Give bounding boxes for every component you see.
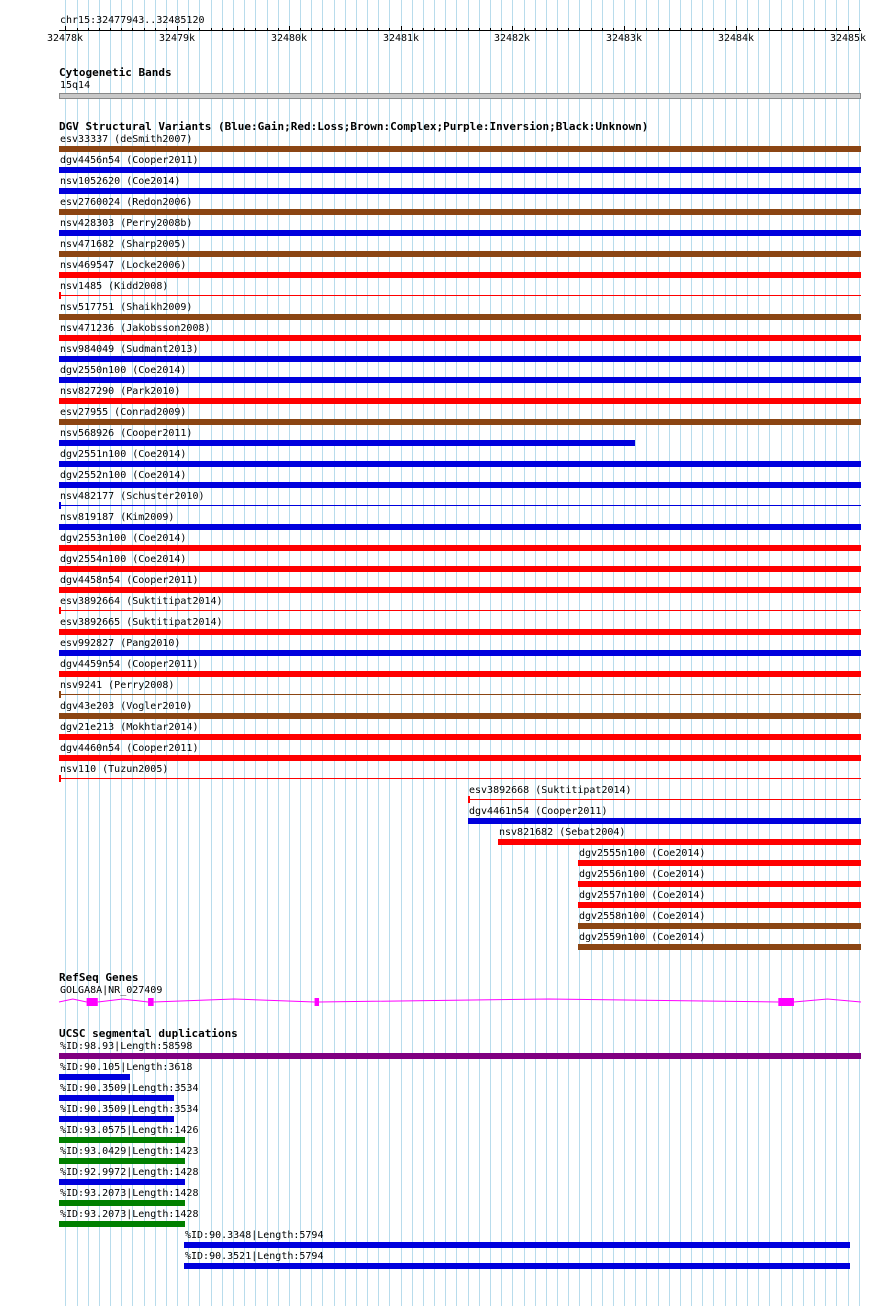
gene-intron-line bbox=[59, 999, 861, 1002]
segdup-feature-label[interactable]: %ID:93.0429|Length:1423 bbox=[60, 1146, 199, 1157]
ruler-minor-tick bbox=[490, 28, 491, 31]
dgv-feature-label[interactable]: nsv1485 (Kidd2008) bbox=[60, 281, 169, 292]
ruler-minor-tick bbox=[468, 28, 469, 31]
dgv-feature-bar[interactable] bbox=[59, 314, 861, 320]
dgv-feature-bar[interactable] bbox=[59, 461, 861, 467]
dgv-feature-label[interactable]: dgv43e203 (Vogler2010) bbox=[60, 701, 193, 712]
segdup-feature-label[interactable]: %ID:90.3521|Length:5794 bbox=[185, 1251, 324, 1262]
dgv-feature-end-tick bbox=[59, 607, 61, 614]
segdup-feature-bar[interactable] bbox=[59, 1095, 174, 1101]
dgv-feature-label[interactable]: nsv1052620 (Coe2014) bbox=[60, 176, 181, 187]
ruler-axis bbox=[59, 30, 861, 31]
ruler-minor-tick bbox=[825, 28, 826, 31]
segdup-feature-bar[interactable] bbox=[59, 1053, 861, 1059]
ruler-major-tick bbox=[512, 26, 513, 31]
ruler-minor-tick bbox=[300, 28, 301, 31]
ruler-minor-tick bbox=[77, 28, 78, 31]
dgv-feature-end-tick bbox=[59, 775, 61, 782]
ruler-minor-tick bbox=[367, 28, 368, 31]
ruler-minor-tick bbox=[557, 28, 558, 31]
ruler-minor-tick bbox=[199, 28, 200, 31]
ruler-minor-tick bbox=[423, 28, 424, 31]
dgv-feature-bar[interactable] bbox=[59, 610, 861, 611]
ruler-minor-tick bbox=[278, 28, 279, 31]
dgv-feature-label[interactable]: esv992827 (Pang2010) bbox=[60, 638, 181, 649]
gene-exon bbox=[315, 998, 319, 1006]
ruler-minor-tick bbox=[669, 28, 670, 31]
ruler-minor-tick bbox=[792, 28, 793, 31]
ruler-minor-tick bbox=[378, 28, 379, 31]
ruler-minor-tick bbox=[267, 28, 268, 31]
ruler-minor-tick bbox=[345, 28, 346, 31]
dgv-feature-end-tick bbox=[59, 691, 61, 698]
cytoband-track-title[interactable]: Cytogenetic Bands bbox=[59, 66, 172, 79]
dgv-feature-label[interactable]: nsv110 (Tuzun2005) bbox=[60, 764, 169, 775]
segdup-feature-label[interactable]: %ID:90.3348|Length:5794 bbox=[185, 1230, 324, 1241]
cytoband-bar[interactable] bbox=[59, 93, 861, 99]
ruler-minor-tick bbox=[747, 28, 748, 31]
ruler-minor-tick bbox=[121, 28, 122, 31]
dgv-feature-label[interactable]: dgv2550n100 (Coe2014) bbox=[60, 365, 187, 376]
dgv-feature-end-tick bbox=[468, 796, 470, 803]
segdup-feature-bar[interactable] bbox=[184, 1263, 850, 1269]
dgv-feature-label[interactable]: nsv568926 (Cooper2011) bbox=[60, 428, 193, 439]
segdup-feature-bar[interactable] bbox=[59, 1179, 185, 1185]
ruler-minor-tick bbox=[144, 28, 145, 31]
dgv-feature-end-tick bbox=[59, 502, 61, 509]
dgv-feature-label[interactable]: esv33337 (deSmith2007) bbox=[60, 134, 193, 145]
ruler-tick-label: 32482k bbox=[493, 33, 531, 44]
gene-exon bbox=[778, 998, 794, 1006]
ruler-minor-tick bbox=[803, 28, 804, 31]
dgv-feature-label[interactable]: dgv21e213 (Mokhtar2014) bbox=[60, 722, 199, 733]
dgv-feature-label[interactable]: dgv2552n100 (Coe2014) bbox=[60, 470, 187, 481]
ruler-minor-tick bbox=[691, 28, 692, 31]
segdup-feature-label[interactable]: %ID:90.105|Length:3618 bbox=[60, 1062, 193, 1073]
dgv-feature-label[interactable]: nsv821682 (Sebat2004) bbox=[499, 827, 626, 838]
dgv-feature-bar[interactable] bbox=[59, 671, 861, 677]
dgv-feature-label[interactable]: nsv517751 (Shaikh2009) bbox=[60, 302, 193, 313]
ruler-minor-tick bbox=[591, 28, 592, 31]
segdup-feature-bar[interactable] bbox=[59, 1074, 130, 1080]
dgv-feature-label[interactable]: dgv4458n54 (Cooper2011) bbox=[60, 575, 199, 586]
ruler-minor-tick bbox=[479, 28, 480, 31]
dgv-feature-label[interactable]: dgv2557n100 (Coe2014) bbox=[579, 890, 706, 901]
segdup-feature-bar[interactable] bbox=[59, 1137, 185, 1143]
ruler-minor-tick bbox=[635, 28, 636, 31]
ruler-minor-tick bbox=[356, 28, 357, 31]
dgv-feature-bar[interactable] bbox=[59, 713, 861, 719]
ruler-minor-tick bbox=[702, 28, 703, 31]
ruler-minor-tick bbox=[132, 28, 133, 31]
ruler-minor-tick bbox=[602, 28, 603, 31]
dgv-feature-bar[interactable] bbox=[578, 923, 861, 929]
dgv-feature-label[interactable]: nsv482177 (Schuster2010) bbox=[60, 491, 205, 502]
ruler-tick-label: 32484k bbox=[717, 33, 755, 44]
dgv-feature-bar[interactable] bbox=[59, 482, 861, 488]
dgv-feature-label[interactable]: dgv4459n54 (Cooper2011) bbox=[60, 659, 199, 670]
segdup-feature-label[interactable]: %ID:90.3509|Length:3534 bbox=[60, 1083, 199, 1094]
ruler-minor-tick bbox=[434, 28, 435, 31]
dgv-feature-label[interactable]: nsv819187 (Kim2009) bbox=[60, 512, 175, 523]
cytoband-label: 15q14 bbox=[60, 80, 91, 91]
dgv-feature-bar[interactable] bbox=[468, 799, 861, 800]
dgv-feature-bar[interactable] bbox=[59, 778, 861, 779]
segdup-feature-label[interactable]: %ID:90.3509|Length:3534 bbox=[60, 1104, 199, 1115]
ruler-minor-tick bbox=[445, 28, 446, 31]
dgv-feature-label[interactable]: nsv428303 (Perry2008b) bbox=[60, 218, 193, 229]
ruler-minor-tick bbox=[412, 28, 413, 31]
dgv-feature-label[interactable]: dgv4461n54 (Cooper2011) bbox=[469, 806, 608, 817]
ruler-minor-tick bbox=[859, 28, 860, 31]
dgv-feature-bar[interactable] bbox=[468, 818, 861, 824]
ruler-tick-label: 32479k bbox=[158, 33, 196, 44]
dgv-feature-bar[interactable] bbox=[59, 398, 861, 404]
segdup-feature-bar[interactable] bbox=[59, 1116, 174, 1122]
dgv-feature-bar[interactable] bbox=[59, 650, 861, 656]
ruler-minor-tick bbox=[524, 28, 525, 31]
ruler-minor-tick bbox=[334, 28, 335, 31]
ruler-minor-tick bbox=[613, 28, 614, 31]
ruler-minor-tick bbox=[110, 28, 111, 31]
segdup-feature-label[interactable]: %ID:92.9972|Length:1428 bbox=[60, 1167, 199, 1178]
dgv-feature-label[interactable]: dgv2553n100 (Coe2014) bbox=[60, 533, 187, 544]
dgv-feature-bar[interactable] bbox=[59, 629, 861, 635]
dgv-feature-bar[interactable] bbox=[578, 944, 861, 950]
ruler-minor-tick bbox=[781, 28, 782, 31]
ruler-minor-tick bbox=[166, 28, 167, 31]
ruler-major-tick bbox=[65, 26, 66, 31]
ruler-minor-tick bbox=[814, 28, 815, 31]
ruler-minor-tick bbox=[211, 28, 212, 31]
ruler-minor-tick bbox=[568, 28, 569, 31]
ruler-minor-tick bbox=[725, 28, 726, 31]
position-label: chr15:32477943..32485120 bbox=[60, 15, 205, 26]
dgv-feature-bar[interactable] bbox=[59, 251, 861, 257]
dgv-feature-bar[interactable] bbox=[498, 839, 861, 845]
ruler-major-tick bbox=[289, 26, 290, 31]
ruler-major-tick bbox=[736, 26, 737, 31]
ruler-minor-tick bbox=[155, 28, 156, 31]
dgv-feature-label[interactable]: dgv2559n100 (Coe2014) bbox=[579, 932, 706, 943]
dgv-feature-label[interactable]: dgv2551n100 (Coe2014) bbox=[60, 449, 187, 460]
ruler-minor-tick bbox=[836, 28, 837, 31]
dgv-feature-bar[interactable] bbox=[59, 524, 861, 530]
dgv-feature-bar[interactable] bbox=[59, 377, 861, 383]
ruler-tick-label: 32485k bbox=[829, 33, 867, 44]
ruler-minor-tick bbox=[255, 28, 256, 31]
dgv-feature-bar[interactable] bbox=[59, 335, 861, 341]
ruler-tick-label: 32480k bbox=[270, 33, 308, 44]
dgv-track-title[interactable]: DGV Structural Variants (Blue:Gain;Red:Loss;Brown:Complex;Purple:Inversion;Black:Unknown) bbox=[59, 120, 649, 133]
dgv-feature-label[interactable]: nsv984049 (Sudmant2013) bbox=[60, 344, 199, 355]
ruler-major-tick bbox=[624, 26, 625, 31]
ruler-minor-tick bbox=[758, 28, 759, 31]
ruler-minor-tick bbox=[456, 28, 457, 31]
ruler-major-tick bbox=[401, 26, 402, 31]
segdup-feature-bar[interactable] bbox=[59, 1221, 185, 1227]
dgv-feature-bar[interactable] bbox=[59, 167, 861, 173]
dgv-feature-label[interactable]: dgv2554n100 (Coe2014) bbox=[60, 554, 187, 565]
dgv-feature-bar[interactable] bbox=[59, 545, 861, 551]
dgv-feature-bar[interactable] bbox=[59, 755, 861, 761]
ruler-minor-tick bbox=[769, 28, 770, 31]
ruler-minor-tick bbox=[713, 28, 714, 31]
ruler-major-tick bbox=[848, 26, 849, 31]
dgv-feature-label[interactable]: nsv9241 (Perry2008) bbox=[60, 680, 175, 691]
ruler-minor-tick bbox=[244, 28, 245, 31]
dgv-feature-label[interactable]: esv3892665 (Suktitipat2014) bbox=[60, 617, 223, 628]
dgv-feature-label[interactable]: esv27955 (Conrad2009) bbox=[60, 407, 187, 418]
dgv-feature-bar[interactable] bbox=[59, 146, 861, 152]
ruler-minor-tick bbox=[322, 28, 323, 31]
dgv-feature-bar[interactable] bbox=[59, 419, 861, 425]
ruler-minor-tick bbox=[311, 28, 312, 31]
ruler-minor-tick bbox=[680, 28, 681, 31]
refseq-track-title[interactable]: RefSeq Genes bbox=[59, 971, 139, 984]
segdup-feature-bar[interactable] bbox=[184, 1242, 850, 1248]
segdup-feature-label[interactable]: %ID:98.93|Length:58598 bbox=[60, 1041, 193, 1052]
dgv-feature-bar[interactable] bbox=[59, 272, 861, 278]
gene-model[interactable] bbox=[0, 990, 890, 1014]
ruler-minor-tick bbox=[389, 28, 390, 31]
dgv-feature-bar[interactable] bbox=[59, 566, 861, 572]
dgv-feature-bar[interactable] bbox=[59, 734, 861, 740]
dgv-feature-label[interactable]: esv3892668 (Suktitipat2014) bbox=[469, 785, 632, 796]
dgv-feature-bar[interactable] bbox=[59, 587, 861, 593]
dgv-feature-bar[interactable] bbox=[59, 188, 861, 194]
segdup-feature-label[interactable]: %ID:93.0575|Length:1426 bbox=[60, 1125, 199, 1136]
dgv-feature-label[interactable]: nsv471682 (Sharp2005) bbox=[60, 239, 187, 250]
ruler-tick-label: 32483k bbox=[605, 33, 643, 44]
segdup-feature-bar[interactable] bbox=[59, 1158, 185, 1164]
dgv-feature-bar[interactable] bbox=[59, 295, 861, 296]
dgv-feature-bar[interactable] bbox=[59, 440, 635, 446]
ruler-tick-label: 32481k bbox=[382, 33, 420, 44]
segdup-feature-label[interactable]: %ID:93.2073|Length:1428 bbox=[60, 1188, 199, 1199]
gene-exon bbox=[148, 998, 154, 1006]
dgv-feature-bar[interactable] bbox=[59, 356, 861, 362]
dgv-feature-label[interactable]: dgv2556n100 (Coe2014) bbox=[579, 869, 706, 880]
ruler-minor-tick bbox=[658, 28, 659, 31]
dgv-feature-bar[interactable] bbox=[578, 881, 861, 887]
dgv-feature-bar[interactable] bbox=[59, 505, 861, 506]
dgv-feature-label[interactable]: nsv827290 (Park2010) bbox=[60, 386, 181, 397]
ruler-minor-tick bbox=[88, 28, 89, 31]
dgv-feature-label[interactable]: nsv469547 (Locke2006) bbox=[60, 260, 187, 271]
dgv-feature-label[interactable]: esv3892664 (Suktitipat2014) bbox=[60, 596, 223, 607]
segdup-track-title[interactable]: UCSC segmental duplications bbox=[59, 1027, 238, 1040]
dgv-feature-label[interactable]: dgv2555n100 (Coe2014) bbox=[579, 848, 706, 859]
gene-exon bbox=[87, 998, 98, 1006]
segdup-feature-label[interactable]: %ID:93.2073|Length:1428 bbox=[60, 1209, 199, 1220]
dgv-feature-bar[interactable] bbox=[59, 694, 861, 695]
segdup-feature-bar[interactable] bbox=[59, 1200, 185, 1206]
ruler-minor-tick bbox=[188, 28, 189, 31]
ruler-minor-tick bbox=[646, 28, 647, 31]
ruler-major-tick bbox=[177, 26, 178, 31]
dgv-feature-label[interactable]: dgv4460n54 (Cooper2011) bbox=[60, 743, 199, 754]
dgv-feature-end-tick bbox=[59, 292, 61, 299]
ruler-minor-tick bbox=[233, 28, 234, 31]
ruler-minor-tick bbox=[222, 28, 223, 31]
dgv-feature-label[interactable]: esv2760024 (Redon2006) bbox=[60, 197, 193, 208]
ruler-tick-label: 32478k bbox=[46, 33, 84, 44]
ruler-minor-tick bbox=[579, 28, 580, 31]
ruler-minor-tick bbox=[535, 28, 536, 31]
dgv-feature-bar[interactable] bbox=[578, 860, 861, 866]
dgv-feature-bar[interactable] bbox=[59, 209, 861, 215]
dgv-feature-bar[interactable] bbox=[59, 230, 861, 236]
gene-label[interactable]: GOLGA8A|NR_027409 bbox=[60, 985, 163, 996]
dgv-feature-bar[interactable] bbox=[578, 902, 861, 908]
dgv-feature-label[interactable]: dgv4456n54 (Cooper2011) bbox=[60, 155, 199, 166]
ruler-minor-tick bbox=[501, 28, 502, 31]
dgv-feature-label[interactable]: dgv2558n100 (Coe2014) bbox=[579, 911, 706, 922]
ruler-minor-tick bbox=[99, 28, 100, 31]
ruler-minor-tick bbox=[546, 28, 547, 31]
dgv-feature-label[interactable]: nsv471236 (Jakobsson2008) bbox=[60, 323, 211, 334]
